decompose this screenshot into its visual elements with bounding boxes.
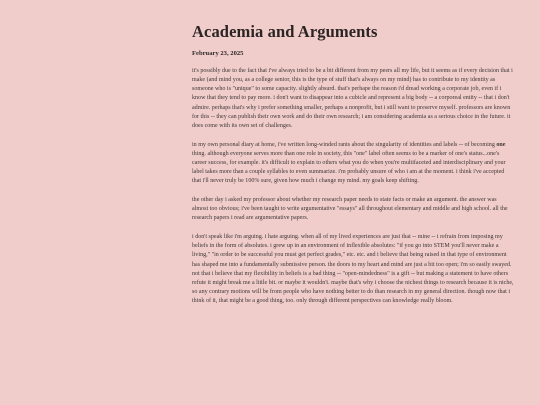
- paragraph: it's possibly due to the fact that i've always tried to be a bit different from my peers all my life, but it seems as if every decision that i make (and mind you, as a college senior, this is the type of stuff that's always on my mind) has to contribute to my identity as someone who is "unique" to some capacity. slightly absurd. that's perhape the reason i'd dread working a corporate job, even if i know that they tend to pay more. i don't want to disappear into a cubicle and represent a big body -- a corporeal entity -- that i don't admire. perhaps that's why i prefer something smaller, perhaps a nonprofit, but i still want to preserve myself. professors are known for this -- they can publish their own work and do their own research; i am considering academia as a serious choice in the future. it does come with its own set of challenges.: [192, 68, 513, 129]
- paragraph: i don't speak like i'm arguing. i hate arguing. when all of my lived experiences are just that -- mine -- i refrain from imposing my beliefs in the form of absolutes. i grew up in an environment of inflexible absolutes: "if you go into STEM you'll never make a living," "in order to be successful you must get perfect grades," etc. etc. and i believe that being raised in that type of environment has shaped me into a fundamentally submissive person. the doors to my heart and mind are just a bit too open; i'm so easily swayed. not that i believe that my flexibility in beliefs is a bad thing -- "open-mindedness" is a gift -- but making a statement to have others refute it might break me a little bit. or maybe it wouldn't. maybe that's why i choose the nichest things to research because it is niche, so any contrary motions will be from people who have nothing better to do than research in my general direction. though now that i think of it, that might be a good thing, too. only through different perspectives can knowledge really bloom.: [192, 234, 514, 305]
- emphasis-word: one: [496, 141, 506, 148]
- post-title: Academia and Arguments: [192, 22, 378, 41]
- paragraph: the other day i asked my professor about whether my research paper needs to state facts or make an argument. the answer was almost too obvious; i've been taught to write argumentative "essays" all throughout elementary and middle and high school. all the research papers i read are argumentative papers.: [192, 197, 508, 222]
- post-date: February 23, 2025: [192, 50, 244, 57]
- post-body: [192, 67, 514, 316]
- paragraph: in my own personal diary at home, i've written long-winded rants about the singularity of identities and labels -- of becoming one thing. although everyone serves more than one role in society, this "one" label often seems to be a marker of one's status...one's career success, for example. it's difficult to explain to others what you do when you're multifaceted and interdisciplinary and your label takes more than a couple syllables to even summarize. i'm probably unsure of who i am at the moment. i think i've accepted that i'll never truly be 100% sure, given how much i change my mind. my goals keep shifting.: [192, 141, 506, 185]
